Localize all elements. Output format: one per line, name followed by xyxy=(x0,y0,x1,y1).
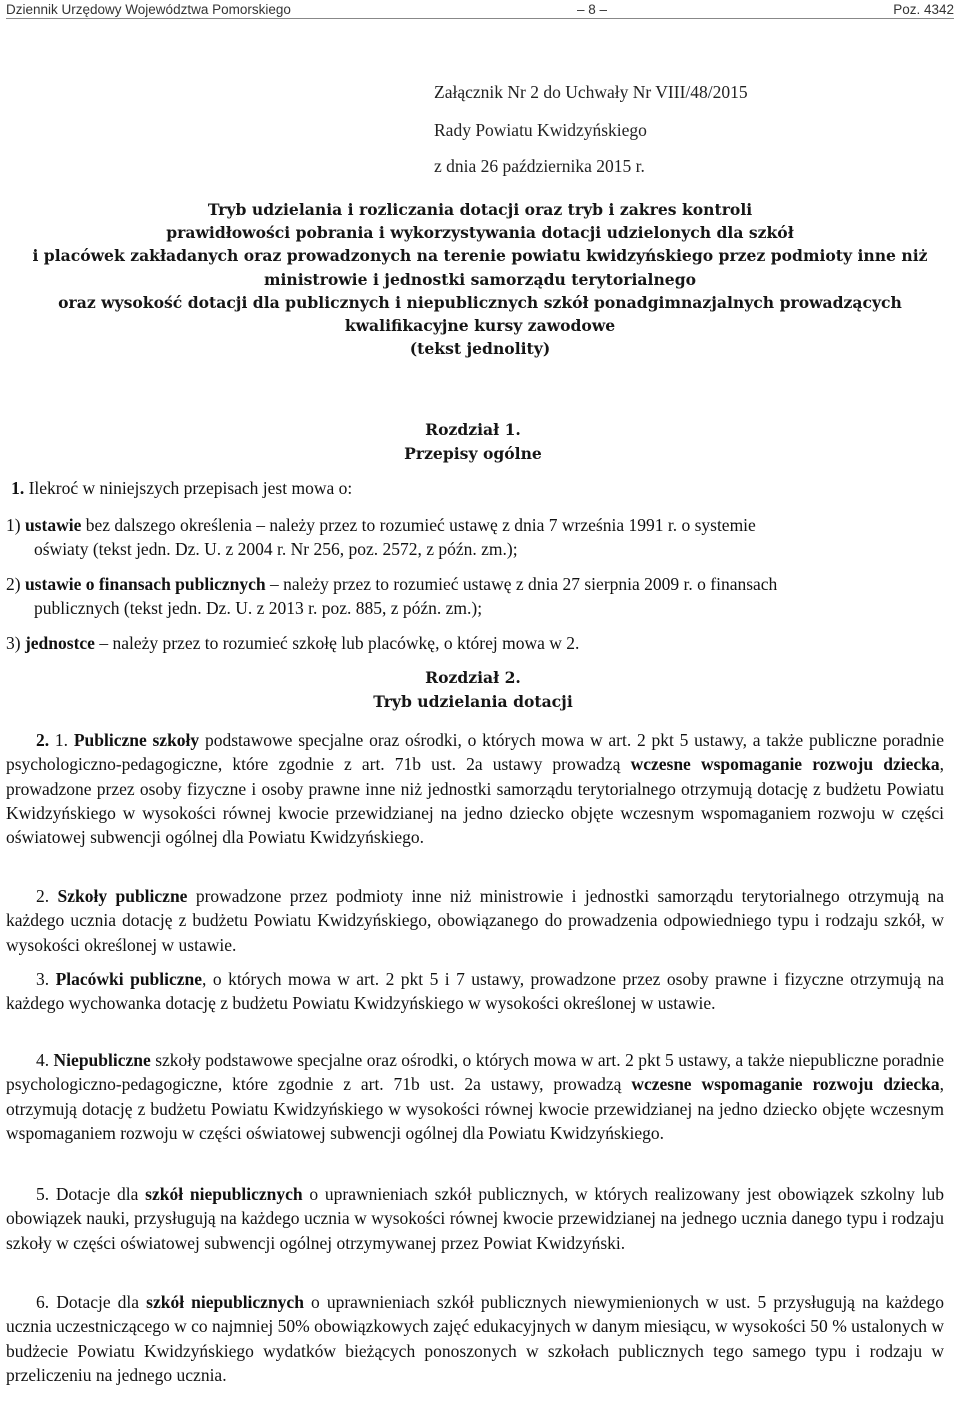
definition-item xyxy=(6,632,946,656)
paragraph-text: o uprawnieniach szkół publicznych niewymienionych w ust. 5 przysługują na każdego ucznia uczestniczącego w co najmniej 50% obowiązkowych zajęć edukacyjnych w danym miesiącu, w wysokości 50 % ustalonych w budżecie Powiatu Kwidzyńskiego wydatków bieżących ponoszonych w szkołach publicznych tego samego typu i rodzaju w przeliczeniu na jednego ucznia. xyxy=(6,1292,944,1385)
definition-item xyxy=(6,573,946,620)
item-text-cont: oświaty (tekst jedn. Dz. U. z 2004 r. Nr 256, poz. 2572, z późn. zm.); xyxy=(34,538,518,559)
document-title xyxy=(0,198,960,360)
chapter-1-heading xyxy=(0,418,946,466)
item-text: bez dalszego określenia – należy przez to rozumieć ustawę z dnia 7 września 1991 r. o systemie xyxy=(85,515,756,535)
bold-term: Publiczne szkoły xyxy=(73,730,200,750)
page-number: – 8 – xyxy=(577,1,608,17)
item-number: 3) xyxy=(6,633,21,653)
page-header xyxy=(6,0,954,19)
chapter-2-heading xyxy=(0,666,946,714)
item-term: ustawie xyxy=(24,515,82,535)
item-text: – należy przez to rozumieć ustawę z dnia 27 sierpnia 2009 r. o finansach xyxy=(270,574,778,594)
paragraph-number: 6. Dotacje dla xyxy=(36,1292,147,1312)
title-line: ministrowie i jednostki samorządu terytorialnego xyxy=(263,269,697,289)
bold-term: wczesne wspomaganie rozwoju dziecka xyxy=(631,1074,940,1095)
title-line: kwalifikacyjne kursy zawodowe xyxy=(344,316,616,336)
paragraph-text: prowadzone przez podmioty inne niż ministrowie i jednostki samorządu terytorialnego otrzymują na każdego ucznia dotację z budżetu Powiatu Kwidzyńskiego, obowiązanego do prowadzenia odpowiedniego typu i rodzaju szkół, w wysokości określonej w ustawie. xyxy=(6,886,945,955)
paragraph-text: szkoły podstawowe specjalne oraz ośrodki, o których mowa w art. 2 pkt 5 ustawy, a także niepubliczne poradnie psychologiczno-pedagogiczne, które zgodnie z art. 71b ust. 2a ustawy, prowadzą xyxy=(6,1050,944,1095)
journal-title: Dziennik Urzędowy Województwa Pomorskiego xyxy=(6,1,291,17)
bold-term: Placówki publiczne xyxy=(55,969,203,989)
paragraph-text: , prowadzone przez osoby fizyczne i osoby prawne inne niż jednostki samorządu terytorialnego otrzymują dotację z budżetu Powiatu Kwidzyńskiego w wysokości równej kwocie przewidzianej na jedno dziecko objęte wczesnym wspomaganiem rozwoju w części oświatowej subwencji ogólnej dla Powiatu Kwidzyńskiego. xyxy=(6,754,944,848)
title-line: Tryb udzielania i rozliczania dotacji oraz tryb i zakres kontroli xyxy=(207,200,753,219)
paragraph-number: 3. xyxy=(36,969,50,989)
bold-term: Szkoły publiczne xyxy=(57,886,188,906)
section-intro-text: Ilekroć w niniejszych przepisach jest mowa o: xyxy=(28,478,353,498)
bold-term: wczesne wspomaganie rozwoju dziecka xyxy=(630,754,940,775)
bold-term: szkół niepublicznych xyxy=(145,1184,303,1204)
bold-term: szkół niepublicznych xyxy=(146,1292,304,1312)
paragraph-number: 1. xyxy=(54,730,69,750)
paragraph-text: , otrzymują dotację z budżetu Powiatu Kwidzyńskiego w wysokości równej kwocie przewidzianej na jedno dziecko objęte wczesnym wspomaganiem rozwoju w części oświatowej subwencji ogólnej dla Powiatu Kwidzyńskiego. xyxy=(6,1074,944,1143)
title-line: (tekst jednolity) xyxy=(409,339,551,359)
paragraph xyxy=(6,884,944,957)
definition-item xyxy=(6,514,946,561)
section-1-intro xyxy=(6,478,352,499)
annex-line-1: Załącznik Nr 2 do Uchwały Nr VIII/48/2015 xyxy=(434,82,748,102)
item-term: jednostce xyxy=(24,633,95,653)
paragraph xyxy=(6,1182,944,1255)
title-line: i placówek zakładanych oraz prowadzonych na terenie powiatu kwidzyńskiego przez podmioty inne niż xyxy=(32,246,928,266)
bold-term: Niepubliczne xyxy=(53,1050,151,1070)
paragraph-text: , o których mowa w art. 2 pkt 5 i 7 ustawy, prowadzone przez osoby prawne i fizyczne otrzymują na każdego wychowanka dotację z budżetu Powiatu Kwidzyńskiego w wysokości określonej w ustawie. xyxy=(6,969,945,1014)
section-number: 1. xyxy=(11,478,25,498)
paragraph xyxy=(6,1290,944,1387)
item-term: ustawie o finansach publicznych xyxy=(24,574,266,594)
chapter-number: Rozdział 2. xyxy=(425,668,521,687)
chapter-number: Rozdział 1. xyxy=(425,420,521,439)
item-text: – należy przez to rozumieć szkołę lub placówkę, o której mowa w 2. xyxy=(99,633,580,653)
item-number: 1) xyxy=(6,515,21,535)
paragraph xyxy=(6,728,944,849)
chapter-name: Przepisy ogólne xyxy=(404,444,542,463)
chapter-name: Tryb udzielania dotacji xyxy=(373,692,573,711)
paragraph xyxy=(6,1048,944,1145)
annex-line-3: z dnia 26 października 2015 r. xyxy=(434,156,645,176)
paragraph xyxy=(6,967,944,1016)
paragraph-text: o uprawnieniach szkół publicznych, w których realizowany jest obowiązek szkolny lub obowiązek nauki, przysługują na każdego ucznia w wysokości równej kwocie przewidzianej na jednego ucznia danego typu i rodzaju szkoły w części oświatowej subwencji ogólnej otrzymywanej przez Powiat Kwidzyński. xyxy=(6,1184,945,1253)
item-number: 2) xyxy=(6,574,21,594)
item-text-cont: publicznych (tekst jedn. Dz. U. z 2013 r. poz. 885, z późn. zm.); xyxy=(34,597,483,618)
paragraph-number: 2. xyxy=(36,886,50,906)
title-line: oraz wysokość dotacji dla publicznych i niepublicznych szkół ponadgimnazjalnych prowadzących xyxy=(58,292,902,312)
paragraph-number: 4. xyxy=(36,1050,50,1070)
title-line: prawidłowości pobrania i wykorzystywania dotacji udzielonych dla szkół xyxy=(166,223,794,243)
paragraph-number: 5. Dotacje dla xyxy=(36,1184,146,1204)
annex-line-2: Rady Powiatu Kwidzyńskiego xyxy=(434,120,647,140)
section-number: 2. xyxy=(36,730,50,750)
position-number: Poz. 4342 xyxy=(893,1,954,17)
paragraph-text: podstawowe specjalne oraz ośrodki, o których mowa w art. 2 pkt 5 ustawy, a także publiczne poradnie psychologiczno-pedagogiczne, które zgodnie z art. 71b ust. 2a ustawy prowadzą xyxy=(6,730,945,775)
